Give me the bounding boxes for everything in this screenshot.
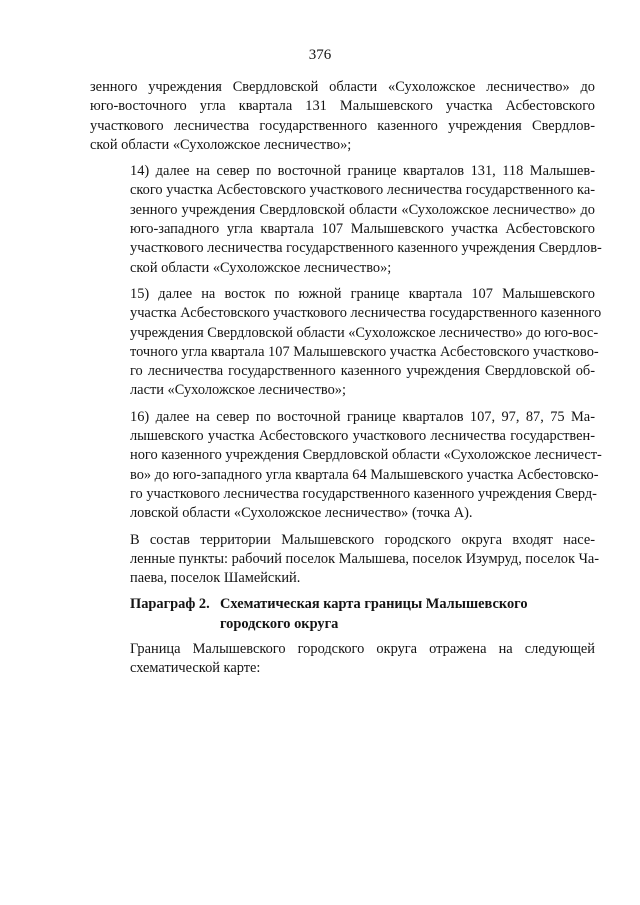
text-line: участка Асбестовского участкового лесничества государственного казенного: [130, 305, 602, 322]
paragraph-item-15: [90, 285, 602, 401]
text-line: ской области «Сухоложское лесничество»;: [130, 259, 392, 276]
paragraph-map-intro: [90, 640, 595, 679]
text-line: Граница Малышевского городского округа отражена на следующей: [130, 641, 595, 658]
text-line: го участкового лесничества государственного казенного учреждения Сверд-: [130, 485, 597, 502]
text-line: зенного учреждения Свердловской области «Сухоложское лесничество» до: [90, 79, 595, 95]
text-line: ласти «Сухоложское лесничество»;: [130, 382, 346, 399]
text-line: ного казенного учреждения Свердловской области «Сухоложское лесничест-: [130, 447, 602, 464]
text-line: го лесничества государственного казенного учреждения Свердловской об-: [130, 363, 595, 380]
text-line: точного угла квартала 107 Малышевского участка Асбестовского участково-: [130, 343, 599, 360]
paragraph-item-16: [90, 408, 602, 524]
text-line: схематической карте:: [130, 660, 261, 677]
paragraph-settlements: [90, 531, 600, 589]
text-line: участкового лесничества государственного казенного учреждения Свердлов-: [90, 117, 595, 134]
paragraph-continuation: [90, 78, 595, 155]
text-line: зенного учреждения Свердловской области «Сухоложское лесничество» до: [130, 201, 595, 218]
text-line: 14) далее на север по восточной границе кварталов 131, 118 Малышев-: [130, 163, 595, 180]
heading-label: Параграф 2.: [130, 596, 210, 613]
text-line: В состав территории Малышевского городского округа входят насе-: [130, 531, 595, 548]
text-line: участкового лесничества государственного казенного учреждения Свердлов-: [130, 240, 602, 257]
text-line: 15) далее на восток по южной границе квартала 107 Малышевского: [130, 285, 595, 302]
document-body: [90, 78, 602, 686]
heading-title-line: городского округа: [220, 615, 339, 632]
heading-title: [220, 595, 528, 634]
heading-title-line: Схематическая карта границы Малышевского: [220, 596, 528, 613]
text-line: во» до юго-западного угла квартала 64 Малышевского участка Асбестовско-: [130, 466, 599, 483]
text-line: лышевского участка Асбестовского участкового лесничества государствен-: [130, 428, 595, 445]
text-line: юго-западного угла квартала 107 Малышевского участка Асбестовского: [130, 221, 595, 238]
page-number: 376: [308, 47, 332, 63]
text-line: 16) далее на север по восточной границе кварталов 107, 97, 87, 75 Ма-: [130, 408, 595, 425]
text-line: ской области «Сухоложское лесничество»;: [90, 136, 352, 153]
section-heading: [90, 595, 595, 634]
text-line: ловской области «Сухоложское лесничество» (точка А).: [130, 505, 473, 522]
text-line: паева, поселок Шамейский.: [130, 570, 301, 587]
text-line: ленные пункты: рабочий поселок Малышева, поселок Изумруд, поселок Ча-: [130, 550, 600, 567]
text-line: учреждения Свердловской области «Сухоложское лесничество» до юго-вос-: [130, 324, 599, 341]
text-line: юго-восточного угла квартала 131 Малышевского участка Асбестовского: [90, 98, 595, 115]
text-line: ского участка Асбестовского участкового лесничества государственного ка-: [130, 182, 595, 199]
paragraph-item-14: [90, 162, 602, 278]
